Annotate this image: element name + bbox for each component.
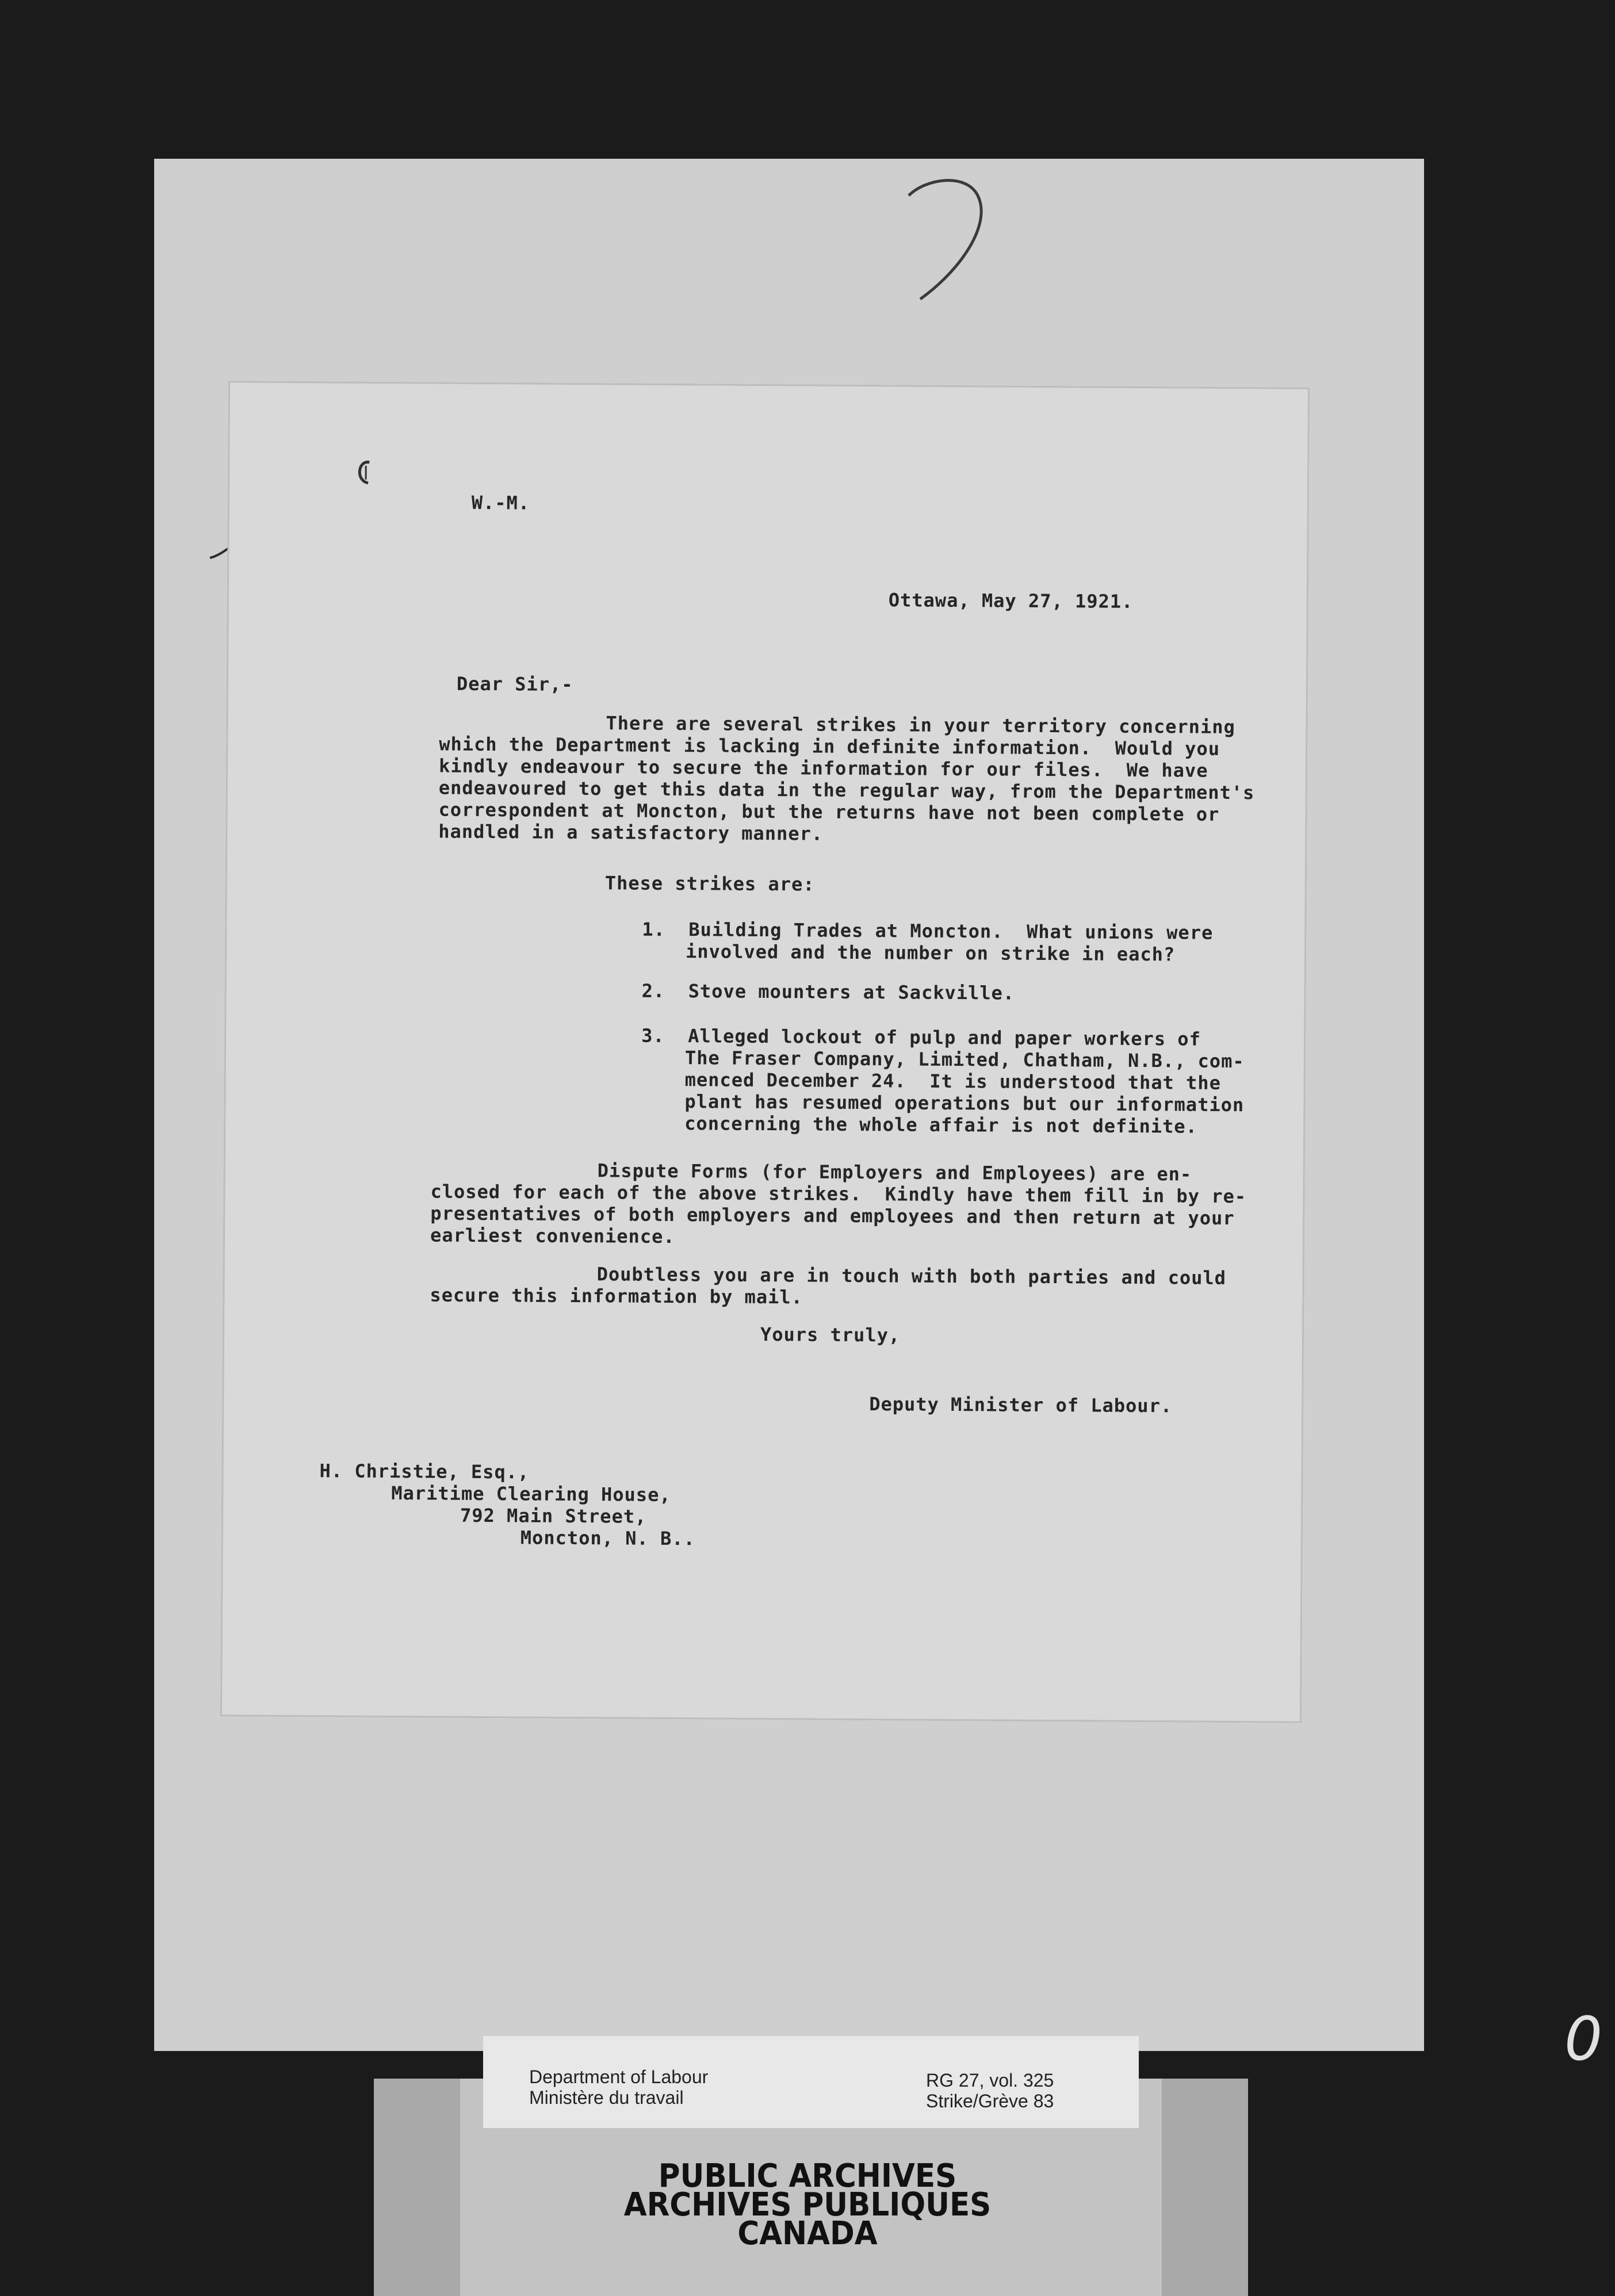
archive-label-card (483, 2036, 1139, 2128)
item-line (642, 980, 1015, 1004)
item-line: menced December 24. It is understood that the (684, 1069, 1222, 1094)
stamp-line-1: PUBLIC ARCHIVES (658, 2157, 957, 2195)
item-line (641, 1025, 1245, 1050)
text-line: presentatives of both employers and employees and then return at your (430, 1202, 1235, 1229)
item-text: Building Trades at Moncton. What unions were (688, 919, 1214, 944)
text-line: correspondent at Moncton, but the returns have not been complete or (438, 798, 1220, 825)
address-line: H. Christie, Esq., (319, 1460, 530, 1483)
dept-name-fr: Ministère du travail (529, 2087, 684, 2108)
body-paragraph-2 (430, 1158, 1246, 1251)
text-line: secure this information by mail. (430, 1284, 803, 1308)
body-paragraph-1 (438, 711, 1255, 848)
address-line: Moncton, N. B.. (520, 1526, 695, 1550)
item-line: concerning the whole affair is not definite. (684, 1112, 1198, 1138)
text-line: kindly endeavour to secure the information for our files. We have (438, 755, 1208, 782)
address-line: 792 Main Street, (460, 1504, 647, 1528)
frame-number: 0 (1564, 2004, 1603, 2074)
stamp-line-3: CANADA (737, 2215, 878, 2252)
strike-item-1 (642, 919, 1213, 966)
salutation: Dear Sir,- (456, 672, 573, 695)
text-line: Doubtless you are in touch with both parties and could (596, 1263, 1227, 1289)
address-line: Maritime Clearing House, (391, 1482, 671, 1506)
dept-name-en: Department of Labour (529, 2067, 709, 2087)
item-text: Alleged lockout of pulp and paper workers of (688, 1025, 1201, 1050)
file-reference: W.-M. (471, 491, 530, 514)
item-line: plant has resumed operations but our information (684, 1090, 1245, 1116)
signature-title: Deputy Minister of Labour. (869, 1393, 1173, 1417)
item-line (642, 919, 1213, 944)
item-line: involved and the number on strike in each? (685, 940, 1176, 966)
text-line: Dispute Forms (for Employers and Employees) are en- (597, 1160, 1192, 1185)
strike-item-2 (642, 980, 1015, 1004)
typed-letter (220, 381, 1310, 1723)
text-line: earliest convenience. (430, 1224, 675, 1248)
punch-hole-mark (352, 458, 375, 487)
text-line: There are several strikes in your territory concerning (606, 712, 1235, 738)
record-group-volume: RG 27, vol. 325 (926, 2070, 1054, 2091)
handwritten-squiggle (897, 173, 1001, 311)
closing: Yours truly, (760, 1323, 901, 1346)
list-intro: These strikes are: (604, 872, 815, 896)
item-number: 2. (641, 979, 665, 1002)
dateline: Ottawa, May 27, 1921. (888, 589, 1134, 613)
item-number: 3. (641, 1024, 665, 1047)
stamp-line-2: ARCHIVES PUBLIQUES (623, 2186, 992, 2224)
text-line: handled in a satisfactory manner. (438, 820, 824, 845)
text-line: which the Department is lacking in definite information. Would you (439, 733, 1220, 760)
strike-item-3 (641, 1025, 1245, 1138)
recipient-address (319, 1460, 696, 1549)
strike-file-number: Strike/Grève 83 (926, 2091, 1054, 2111)
text-line: closed for each of the above strikes. Kindly have them fill in by re- (430, 1180, 1247, 1208)
body-paragraph-3 (430, 1262, 1226, 1310)
text-line: endeavoured to get this data in the regular way, from the Department's (438, 776, 1255, 804)
item-text: Stove mounters at Sackville. (688, 980, 1015, 1004)
item-line: The Fraser Company, Limited, Chatham, N.B., com- (684, 1047, 1245, 1073)
item-number: 1. (642, 918, 665, 940)
